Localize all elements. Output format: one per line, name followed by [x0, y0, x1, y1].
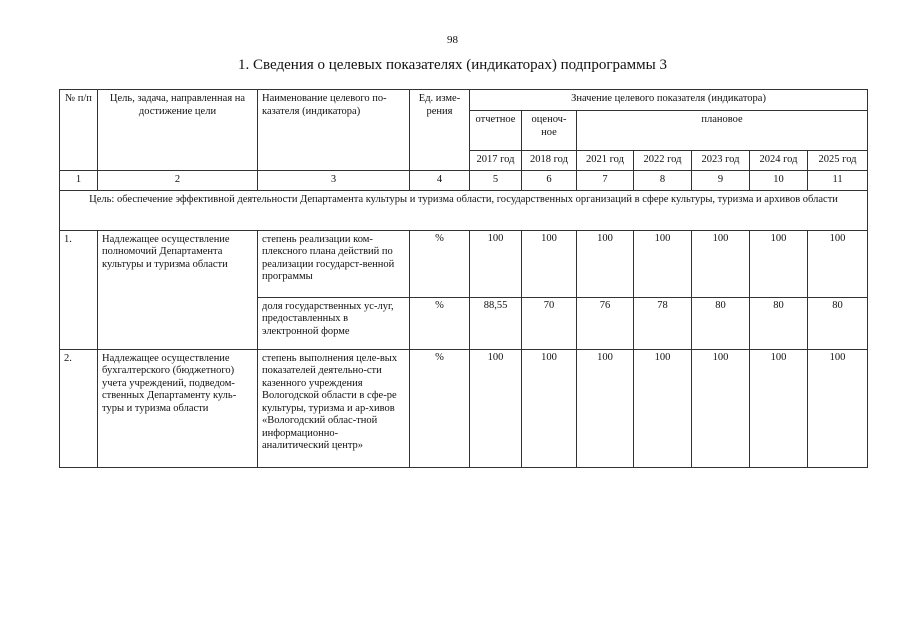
header-year: 2023 год — [692, 151, 750, 171]
header-reported: отчетное — [470, 111, 522, 151]
indicator-value: 78 — [634, 297, 692, 349]
indicator-unit: % — [410, 297, 470, 349]
header-estimated: оценоч-ное — [522, 111, 577, 151]
indicator-value: 100 — [577, 230, 634, 297]
indicator-value: 100 — [470, 230, 522, 297]
column-number: 10 — [750, 171, 808, 191]
indicator-value: 100 — [470, 349, 522, 467]
indicator-value: 100 — [634, 230, 692, 297]
header-year: 2022 год — [634, 151, 692, 171]
row-number: 2. — [60, 349, 98, 467]
goal-row: Цель: обеспечение эффективной деятельности Департамента культуры и туризма области, государственных организаций в сфере культуры, туризма и архивов области — [60, 190, 868, 230]
indicators-table — [59, 89, 868, 468]
indicator-value: 100 — [750, 230, 808, 297]
indicator-value: 100 — [692, 349, 750, 467]
indicator-value: 80 — [750, 297, 808, 349]
page-number: 98 — [447, 34, 458, 46]
column-number: 6 — [522, 171, 577, 191]
indicator-value: 70 — [522, 297, 577, 349]
indicator-value: 76 — [577, 297, 634, 349]
row-number: 1. — [60, 230, 98, 349]
indicator-value: 100 — [692, 230, 750, 297]
column-number: 11 — [808, 171, 868, 191]
indicator-value: 80 — [692, 297, 750, 349]
indicator-value: 100 — [808, 349, 868, 467]
indicator-value: 100 — [522, 230, 577, 297]
indicator-value: 100 — [522, 349, 577, 467]
indicator-value: 80 — [808, 297, 868, 349]
indicator-name: степень выполнения целе-вых показателей деятельно-сти казенного учреждения Вологодской области в сфе-ре культуры, туризма и ар-хивов «Вологодский облас-тной информационно-аналитический центр» — [258, 349, 410, 467]
indicator-value: 100 — [808, 230, 868, 297]
indicator-unit: % — [410, 349, 470, 467]
indicator-value: 100 — [634, 349, 692, 467]
indicator-value: 100 — [750, 349, 808, 467]
header-value: Значение целевого показателя (индикатора) — [470, 90, 868, 111]
task-text: Надлежащее осуществление бухгалтерского (бюджетного) учета учреждений, подведом-ственных Департаменту куль-туры и туризма области — [98, 349, 258, 467]
indicator-name: степень реализации ком-плексного плана действий по реализации государст-венной программы — [258, 230, 410, 297]
header-unit: Ед. изме-рения — [410, 90, 470, 171]
indicator-value: 100 — [577, 349, 634, 467]
header-year: 2018 год — [522, 151, 577, 171]
column-number: 5 — [470, 171, 522, 191]
header-indicator: Наименование целевого по-казателя (индикатора) — [258, 90, 410, 171]
header-goal: Цель, задача, направленная на достижение цели — [98, 90, 258, 171]
column-number: 8 — [634, 171, 692, 191]
column-number: 2 — [98, 171, 258, 191]
header-num: № п/п — [60, 90, 98, 171]
column-number: 9 — [692, 171, 750, 191]
indicator-value: 88,55 — [470, 297, 522, 349]
column-number: 3 — [258, 171, 410, 191]
header-year: 2025 год — [808, 151, 868, 171]
header-year: 2024 год — [750, 151, 808, 171]
header-year: 2017 год — [470, 151, 522, 171]
document-title: 1. Сведения о целевых показателях (индикаторах) подпрограммы 3 — [238, 57, 667, 73]
header-planned: плановое — [577, 111, 868, 151]
column-number: 7 — [577, 171, 634, 191]
indicator-name: доля государственных ус-луг, предоставленных в электронной форме — [258, 297, 410, 349]
task-text: Надлежащее осуществление полномочий Департамента культуры и туризма области — [98, 230, 258, 349]
column-number: 4 — [410, 171, 470, 191]
header-year: 2021 год — [577, 151, 634, 171]
indicator-unit: % — [410, 230, 470, 297]
column-number: 1 — [60, 171, 98, 191]
